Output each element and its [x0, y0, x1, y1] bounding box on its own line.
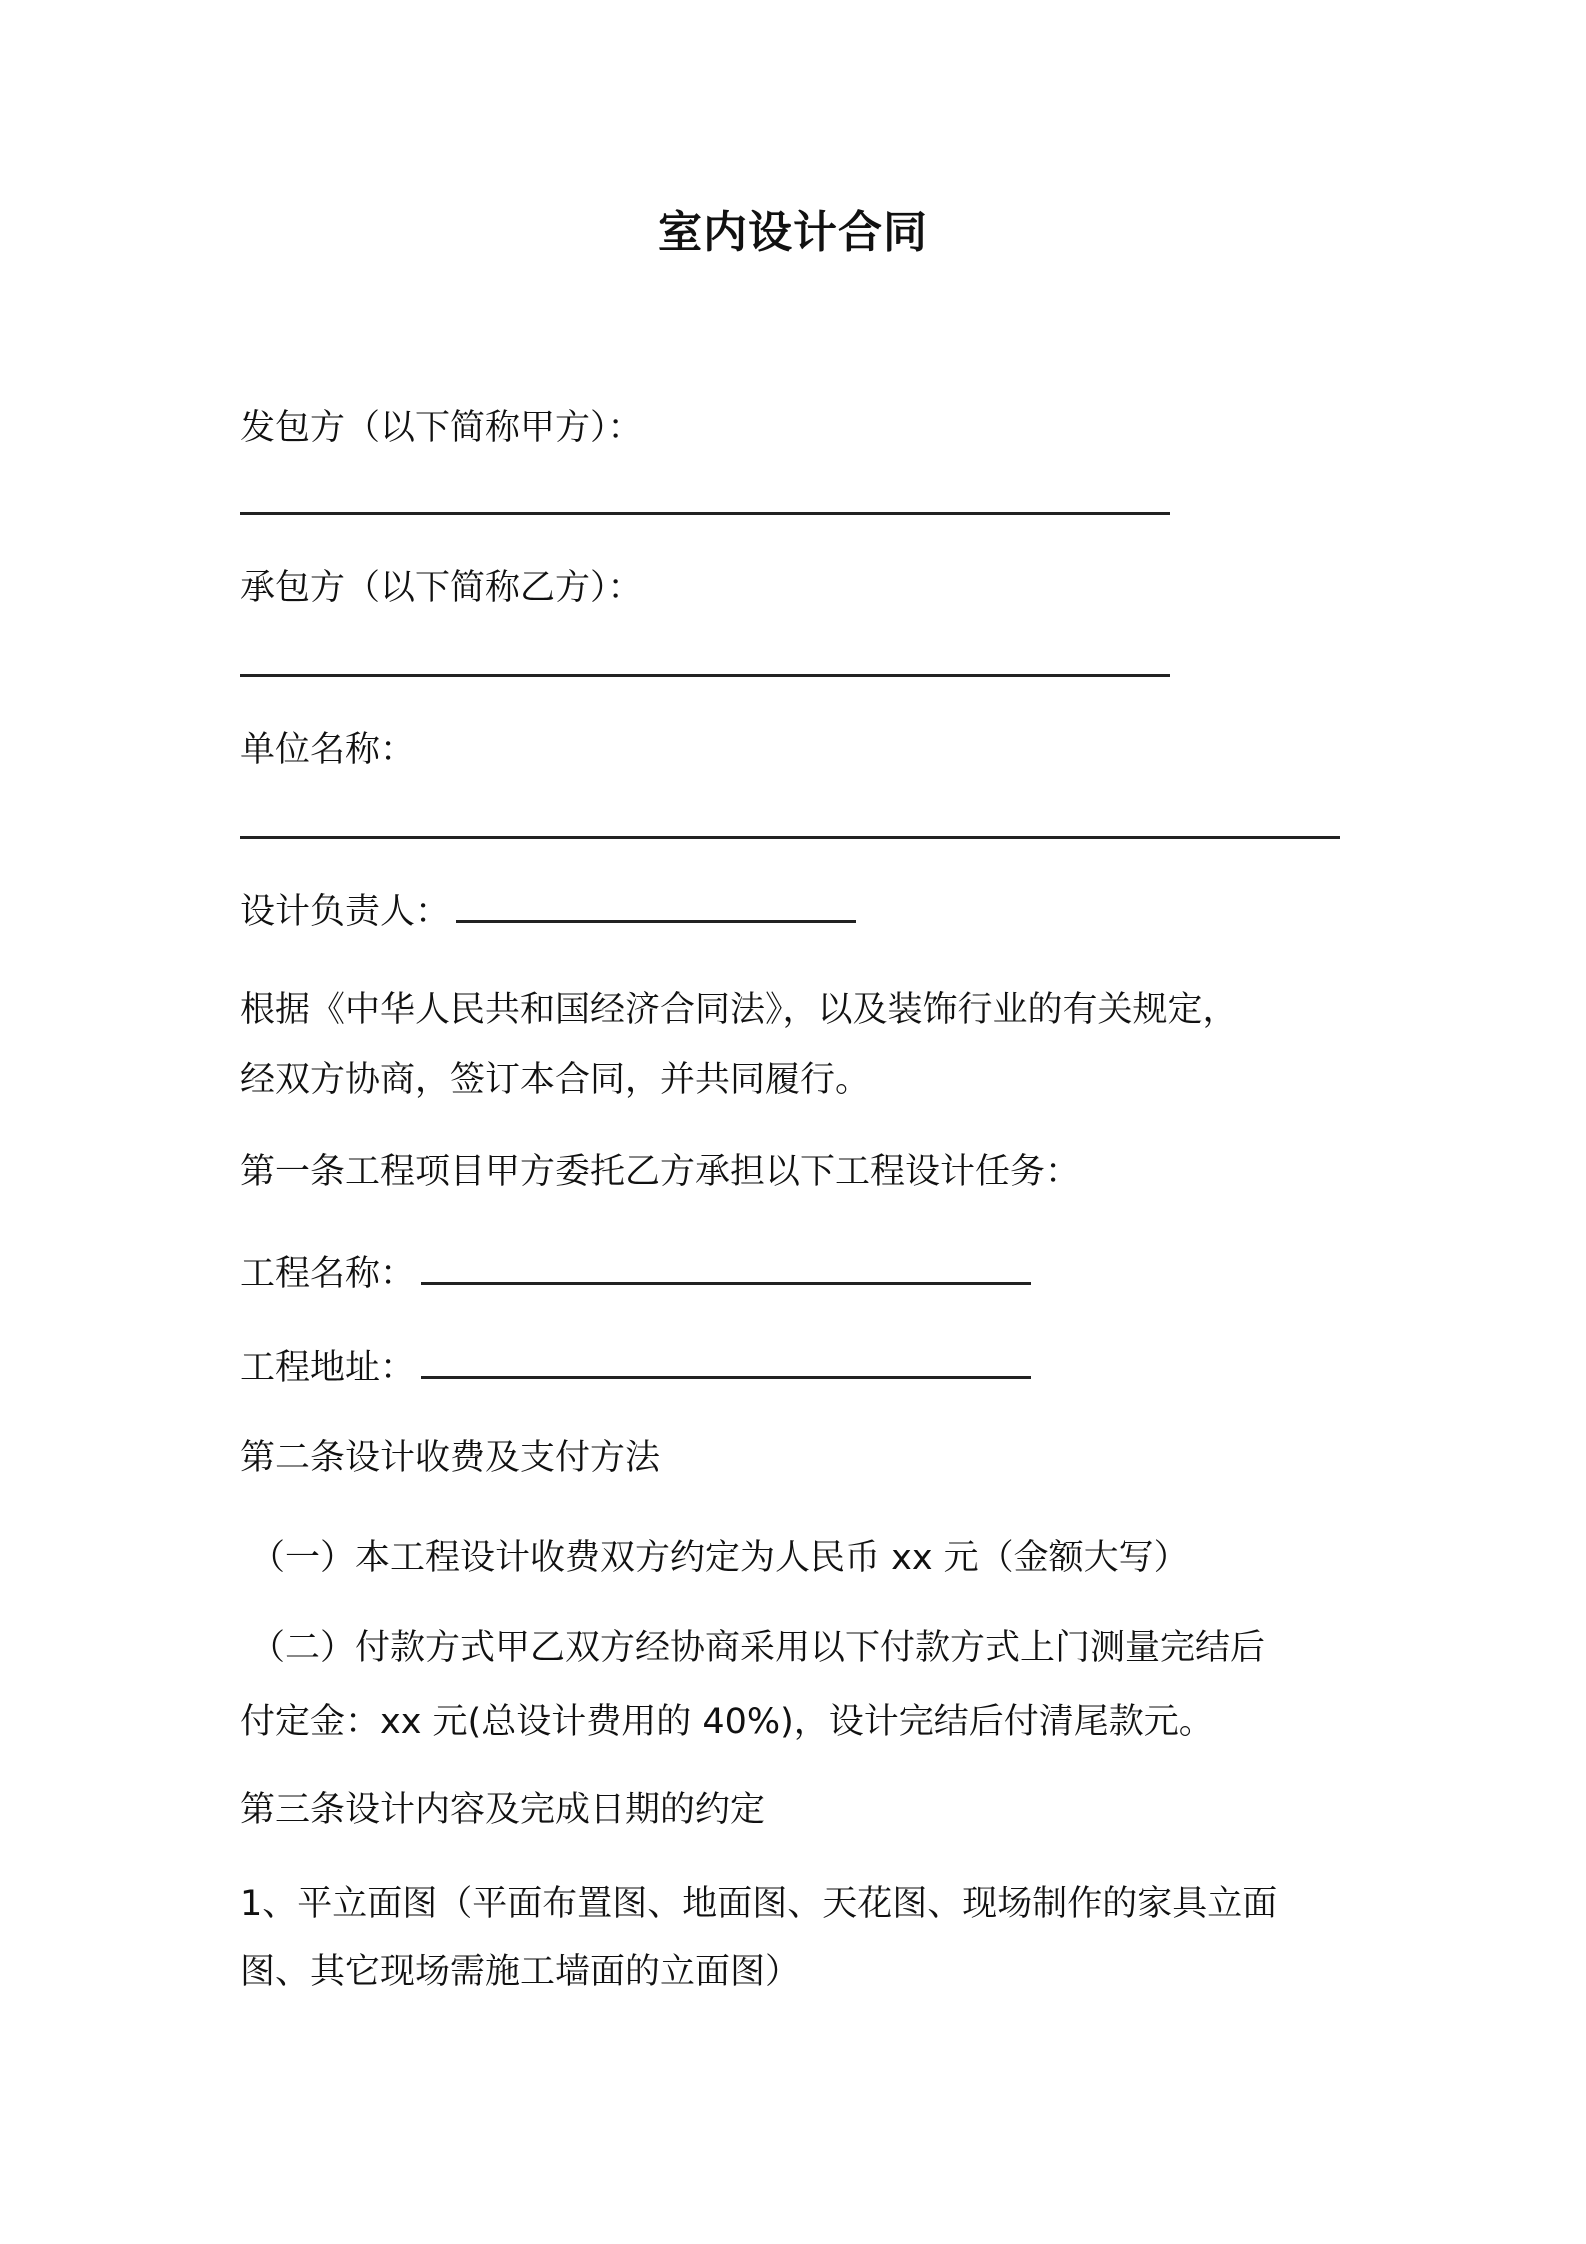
article-1-heading: 第一条工程项目甲方委托乙方承担以下工程设计任务：	[240, 1152, 1081, 1192]
unit-name-blank	[240, 836, 1340, 839]
article-2-item-1: （一）本工程设计收费双方约定为人民币 xx 元（金额大写）	[250, 1538, 1189, 1578]
design-lead-blank	[456, 892, 856, 923]
contract-title: 室内设计合同	[658, 207, 928, 258]
project-address-label: 工程地址：	[240, 1348, 416, 1388]
party-b-label: 承包方（以下简称乙方）：	[240, 568, 643, 608]
article-2-heading: 第二条设计收费及支付方法	[240, 1438, 661, 1478]
party-a-label: 发包方（以下简称甲方）：	[240, 408, 643, 448]
article-3-item-1-line-2: 图、其它现场需施工墙面的立面图）	[240, 1952, 801, 1992]
project-name-row	[240, 1250, 1031, 1298]
project-address-blank	[421, 1348, 1031, 1379]
party-b-blank	[240, 674, 1170, 677]
preamble-line-2: 经双方协商，签订本合同，并共同履行。	[240, 1060, 871, 1100]
article-2-item-2-line-2: 付定金：xx 元(总设计费用的 40%)，设计完结后付清尾款元。	[240, 1702, 1214, 1742]
project-name-label: 工程名称：	[240, 1254, 416, 1294]
article-2-item-2-line-1: （二）付款方式甲乙双方经协商采用以下付款方式上门测量完结后	[250, 1628, 1266, 1668]
article-3-heading: 第三条设计内容及完成日期的约定	[240, 1790, 766, 1830]
preamble-line-1: 根据《中华人民共和国经济合同法》，以及装饰行业的有关规定，	[240, 990, 1238, 1030]
article-3-item-1-line-1: 1、平立面图（平面布置图、地面图、天花图、现场制作的家具立面	[240, 1884, 1278, 1924]
project-address-row	[240, 1344, 1031, 1392]
unit-name-label: 单位名称：	[240, 730, 416, 770]
design-lead-label: 设计负责人：	[240, 892, 451, 932]
project-name-blank	[421, 1254, 1031, 1285]
party-a-blank	[240, 512, 1170, 515]
design-lead-row	[240, 888, 856, 936]
